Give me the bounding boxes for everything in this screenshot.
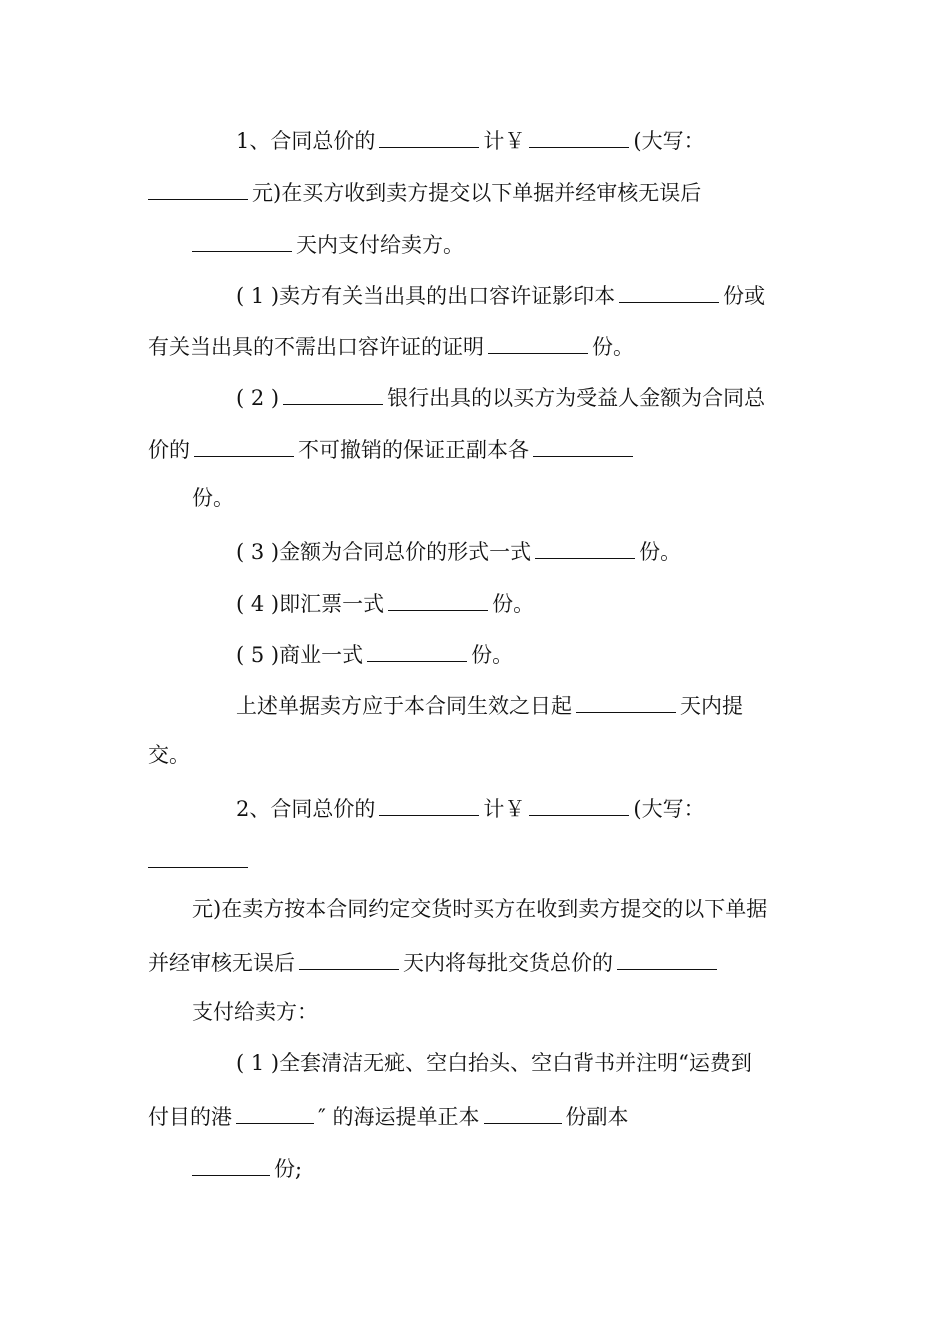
paragraph-line [192,1002,318,1023]
paragraph-line [236,591,534,615]
text-segment: 份; [274,1156,303,1181]
text-segment: 计￥ [483,128,526,153]
text-segment: 份副本 [565,1104,629,1129]
text-segment: 天内支付给卖方。 [296,232,464,257]
paragraph-line [192,232,464,256]
paragraph-line [236,385,765,409]
paragraph-line [148,334,634,358]
paragraph-line [236,283,765,307]
text-segment: 交。 [148,743,190,767]
text-segment: 份。 [592,334,634,359]
fill-blank[interactable] [388,591,488,611]
fill-blank[interactable] [192,1156,270,1176]
text-segment: 2、合同总价的 [236,796,376,821]
text-segment: 上述单据卖方应于本合同生效之日起 [236,693,572,718]
text-segment: 价的 [148,437,190,462]
fill-blank[interactable] [576,693,676,713]
text-segment: 份。 [639,539,682,564]
paragraph-line [148,180,701,204]
text-segment: ″ 的海运提单正本 [318,1104,480,1129]
text-segment: 份。 [192,486,234,510]
paragraph-line [148,437,637,461]
fill-blank[interactable] [236,1104,314,1124]
text-segment: 份。 [492,591,535,616]
paragraph-line [236,642,513,666]
fill-blank[interactable] [367,642,467,662]
text-segment: 支付给卖方： [192,1000,318,1024]
fill-blank[interactable] [529,128,629,148]
text-segment: ( 1 )全套清洁无疵、空白抬头、空白背书并注明“运费到 [236,1051,752,1075]
text-segment: 并经审核无误后 [148,950,295,975]
text-segment: 计￥ [483,796,526,821]
fill-blank[interactable] [529,796,629,816]
fill-blank[interactable] [484,1104,562,1124]
text-segment: 天内将每批交货总价的 [403,950,613,975]
text-segment: 付目的港 [148,1104,232,1129]
text-segment: (大写： [633,128,705,153]
paragraph-line [148,950,721,974]
paragraph-line [148,848,252,872]
text-segment: 元)在卖方按本合同约定交货时买方在收到卖方提交的以下单据 [192,897,768,921]
paragraph-line [236,796,705,820]
paragraph-line [236,693,743,717]
fill-blank[interactable] [299,950,399,970]
fill-blank[interactable] [379,796,479,816]
text-segment: ( 3 )金额为合同总价的形式一式 [236,539,532,564]
fill-blank[interactable] [617,950,717,970]
paragraph-line [236,1053,752,1074]
text-segment: ( 5 )商业一式 [236,642,364,667]
text-segment: 天内提 [680,693,743,718]
paragraph-line [236,128,705,152]
text-segment: (大写： [633,796,705,821]
text-segment: ( 1 )卖方有关当出具的出口容许证影印本 [236,283,616,308]
fill-blank[interactable] [619,283,719,303]
text-segment: 份或 [723,283,766,308]
text-segment: 元)在买方收到卖方提交以下单据并经审核无误后 [252,180,702,205]
paragraph-line [192,899,767,920]
text-segment: 份。 [471,642,514,667]
fill-blank[interactable] [533,437,633,457]
fill-blank[interactable] [488,334,588,354]
fill-blank[interactable] [148,180,248,200]
paragraph-line [148,1104,629,1128]
text-segment: 不可撤销的保证正副本各 [298,437,529,462]
text-segment: ( 2 ) [236,385,280,410]
text-segment: 1、合同总价的 [236,128,376,153]
paragraph-line [148,745,190,766]
fill-blank[interactable] [148,848,248,868]
fill-blank[interactable] [535,539,635,559]
fill-blank[interactable] [194,437,294,457]
text-segment: 有关当出具的不需出口容许证的证明 [148,334,484,359]
fill-blank[interactable] [283,385,383,405]
paragraph-line [192,1156,302,1180]
text-segment: ( 4 )即汇票一式 [236,591,385,616]
text-segment: 银行出具的以买方为受益人金额为合同总 [387,385,766,410]
paragraph-line [236,539,681,563]
fill-blank[interactable] [379,128,479,148]
paragraph-line [192,488,234,509]
fill-blank[interactable] [192,232,292,252]
